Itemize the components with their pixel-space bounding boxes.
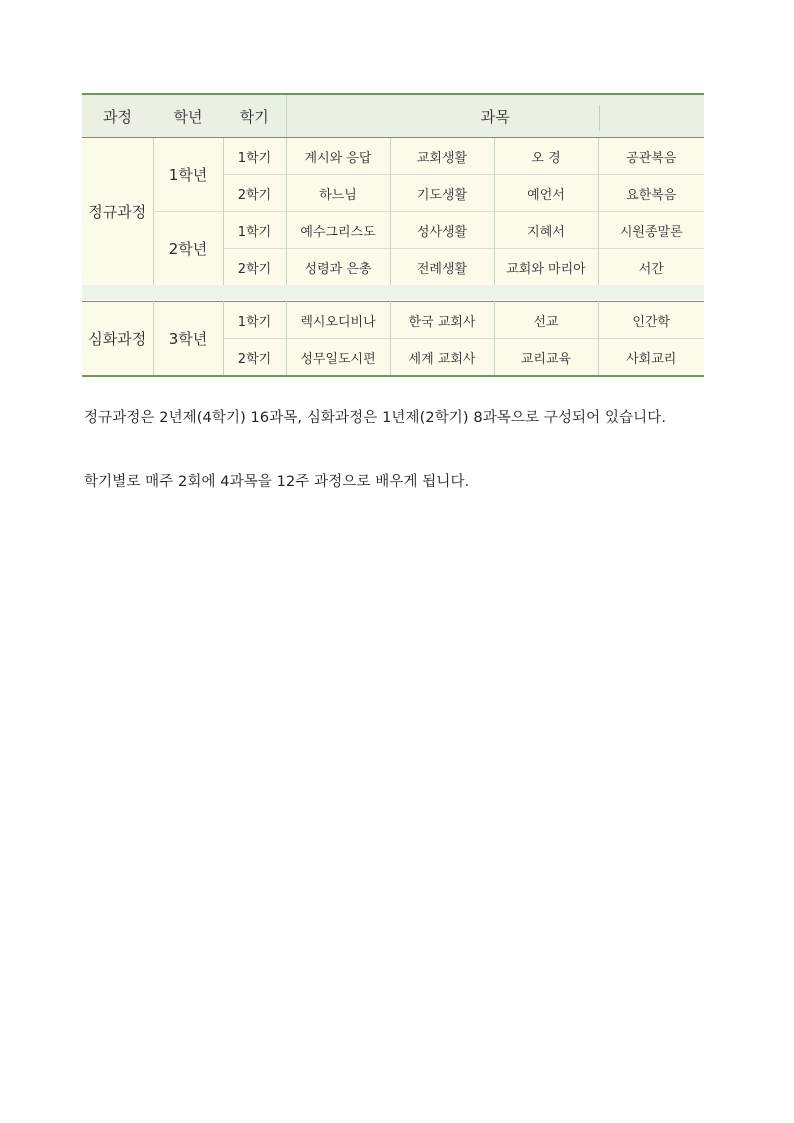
header-course: 과정 [82, 94, 153, 138]
subject-cell: 서간 [598, 249, 704, 286]
table-row [82, 138, 704, 175]
grade-3: 3학년 [153, 302, 223, 377]
subject-cell: 선교 [494, 302, 598, 339]
subject-cell: 렉시오디비나 [286, 302, 390, 339]
subject-cell: 전례생활 [390, 249, 494, 286]
grade-1: 1학년 [153, 138, 223, 212]
subject-cell: 교회생활 [390, 138, 494, 175]
subject-cell: 기도생활 [390, 175, 494, 212]
semester-cell: 2학기 [223, 249, 286, 286]
subject-cell: 성사생활 [390, 212, 494, 249]
semester-cell: 2학기 [223, 339, 286, 377]
table-separator [82, 285, 704, 300]
semester-cell: 1학기 [223, 302, 286, 339]
semester-cell: 2학기 [223, 175, 286, 212]
note-schedule: 학기별로 매주 2회에 4과목을 12주 과정으로 배우게 됩니다. [84, 474, 470, 490]
course-regular: 정규과정 [88, 203, 147, 221]
semester-cell: 1학기 [223, 212, 286, 249]
semester-cell: 1학기 [223, 138, 286, 175]
note-course-structure: 정규과정은 2년제(4학기) 16과목, 심화과정은 1년제(2학기) 8과목으로 구성되어 있습니다. [84, 410, 667, 426]
table-header-row [82, 94, 704, 138]
table-row [82, 212, 704, 249]
header-semester: 학기 [223, 94, 286, 138]
header-subjects [286, 94, 704, 138]
table-row [82, 302, 704, 339]
subject-cell: 오 경 [494, 138, 598, 175]
subject-cell: 예수그리스도 [286, 212, 390, 249]
subject-cell: 교리교육 [494, 339, 598, 377]
subject-cell: 요한복음 [598, 175, 704, 212]
header-subjects-label: 과목 [480, 107, 510, 126]
subject-cell: 세계 교회사 [390, 339, 494, 377]
subject-cell: 지혜서 [494, 212, 598, 249]
subject-cell: 공관복음 [598, 138, 704, 175]
subject-cell: 한국 교회사 [390, 302, 494, 339]
subject-cell: 인간학 [598, 302, 704, 339]
subject-cell: 성무일도시편 [286, 339, 390, 377]
regular-course-table [82, 93, 704, 286]
subject-cell: 예언서 [494, 175, 598, 212]
course-advanced: 심화과정 [88, 330, 147, 348]
subject-cell: 시원종말론 [598, 212, 704, 249]
header-grade: 학년 [153, 94, 223, 138]
header-divider [599, 105, 600, 131]
subject-cell: 하느님 [286, 175, 390, 212]
grade-2: 2학년 [153, 212, 223, 286]
advanced-course-table [82, 301, 704, 377]
subject-cell: 성령과 은총 [286, 249, 390, 286]
subject-cell: 계시와 응답 [286, 138, 390, 175]
subject-cell: 교회와 마리아 [494, 249, 598, 286]
subject-cell: 사회교리 [598, 339, 704, 377]
